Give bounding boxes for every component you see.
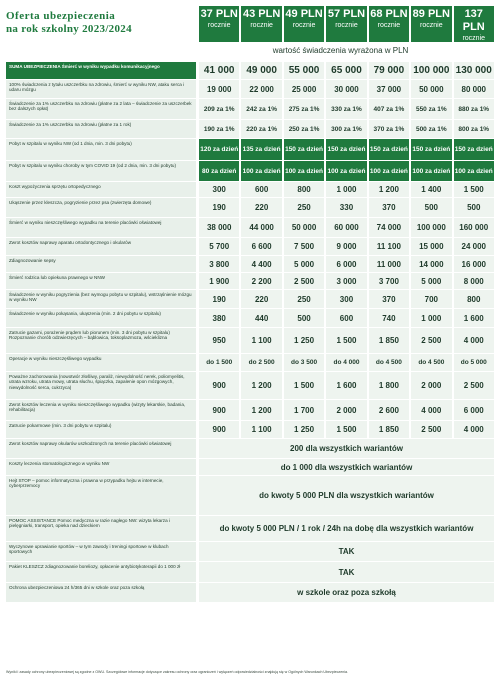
price-variant-1 [199,6,239,42]
table-row [6,400,494,420]
cell-value: 190 [199,290,239,308]
row-label: Świadczenie w wyniku pokąsania, ukąszenia (min. 2 dni pobytu w szpitalu) [6,309,196,327]
cell-value: 9 000 [326,238,366,255]
price-period: rocznie [420,22,443,29]
cell-value: 275 za 1% [284,99,324,119]
cell-value: 50 000 [284,218,324,237]
cell-value: 50 000 [411,80,451,98]
cell-value: 2 600 [369,400,409,420]
price-amount: 57 PLN [327,8,366,20]
table-row [6,99,494,119]
price-period: rocznie [250,22,273,29]
cell-value: 2 200 [241,273,281,289]
price-amount: 68 PLN [370,8,408,20]
price-period: rocznie [292,22,316,29]
cell-value: 370 [369,290,409,308]
cell-value: 100 za dzień [241,161,281,181]
footer-note: Wyniki i zasady ochrony ubezpieczeniowej są zgodne z OWU. Szczegółowe informacje dotyczące zakresu ochrony oraz ograniczeń i wyłączeń odpowiedzialności znajdują się w Ogólnych Warunkach Ubezpieczenia. [6,670,349,674]
cell-value: 49 000 [241,62,281,79]
cell-value: 8 000 [454,273,494,289]
cell-value: 160 000 [454,218,494,237]
cell-value: 5 000 [284,256,324,272]
cell-value: 880 za 1% [454,99,494,119]
price-amount: 49 PLN [285,8,323,20]
cell-value: 220 [241,198,281,217]
cell-value: 1 500 [454,182,494,197]
cell-value: 30 000 [326,80,366,98]
row-label: Świadczenie za 1% uszczerbku na zdrowiu (płatne za 1 rok) [6,120,196,138]
cell-value: 150 za dzień [326,139,366,160]
price-amount: 43 PLN [242,8,281,20]
cell-value: 1 500 [326,421,366,438]
cell-value: 100 za dzień [454,161,494,181]
price-period: rocznie [207,22,231,29]
table-row [6,238,494,255]
cell-value: 800 [284,182,324,197]
cell-value: do 4 000 [326,354,366,371]
row-values [199,542,494,561]
table-row [6,328,494,353]
row-values [199,290,494,308]
cell-value: 740 [369,309,409,327]
cell-value: 37 000 [369,80,409,98]
row-label: Pobyt w szpitalu w wyniku choroby w tym COVID 19 (od 2 dnia, min. 3 dni pobytu) [6,161,196,181]
cell-value: do 1 500 [199,354,239,371]
cell-value: 3 000 [326,273,366,289]
table-row [6,459,494,475]
table-row [6,309,494,327]
row-label: POMOC ASSISTANCE Pomoc medyczna w razie nagłego NW: wizyta lekarza i pielęgniarki, transport, opieka nad dzieckiem [6,516,196,541]
price-variants [199,6,494,42]
table-row [6,182,494,197]
cell-value: 100 za dzień [326,161,366,181]
cell-value: 500 [454,198,494,217]
row-label: Zatrucie gazami, porażenie prądem lub piorunem (min. 3 dni pobytu w szpitalu) Rozpoznanie chorób odzwierzęcych – bąblowica, toksoplazmoza, wścieklizna [6,328,196,353]
cell-value: 25 000 [284,80,324,98]
cell-value: 407 za 1% [369,99,409,119]
row-values [199,256,494,272]
row-label: Świadczenie za 1% uszczerbku na zdrowiu (płatne za 2 lata – świadczenie za uszczerbek bez dalszych opłat) [6,99,196,119]
row-label: Zdiagnozowanie sepsy [6,256,196,272]
cell-value: 2 500 [284,273,324,289]
table-row [6,372,494,399]
cell-value: 330 za 1% [326,99,366,119]
cell-value: 300 [199,182,239,197]
row-label: Pakiet KLESZCZ zdiagnozowanie boreliozy, opłacenie antybiotykoterapii do 1 000 zł [6,562,196,582]
cell-value: 550 za 1% [411,99,451,119]
cell-value: 1 850 [369,421,409,438]
row-values [199,198,494,217]
shared-value: do kwoty 5 000 PLN dla wszystkich wariantów [199,476,494,515]
cell-value: 79 000 [369,62,409,79]
cell-value: 1 200 [369,182,409,197]
cell-value: 100 000 [411,62,451,79]
cell-value: 135 za dzień [241,139,281,160]
cell-value: 4 400 [241,256,281,272]
offer-title [6,10,196,36]
price-period: rocznie [462,35,486,42]
cell-value: 250 [284,290,324,308]
cell-value: 2 500 [411,421,451,438]
cell-value: 1 250 [284,328,324,353]
cell-value: 800 za 1% [454,120,494,138]
row-label: Ochrona ubezpieczeniowa 24 h/365 dni w szkole oraz poza szkołą [6,583,196,602]
header [6,6,494,42]
price-variant-4 [326,6,366,42]
row-values [199,400,494,420]
table-row [6,439,494,458]
cell-value: do 5 000 [454,354,494,371]
row-label: Hejt STOP – pomoc informatyczna i prawna w przypadku hejtu w internecie, cyberprzemocy [6,476,196,515]
cell-value: 6 600 [241,238,281,255]
row-values [199,309,494,327]
row-values [199,562,494,582]
cell-value: 220 za 1% [241,120,281,138]
row-label: Operacje w wyniku nieszczęśliwego wypadku [6,354,196,371]
cell-value: 300 za 1% [326,120,366,138]
cell-value: 242 za 1% [241,99,281,119]
row-label: Śmierć rodzica lub opiekuna prawnego w NNW [6,273,196,289]
cell-value: 150 za dzień [411,139,451,160]
cell-value: 41 000 [199,62,239,79]
shared-value: do kwoty 5 000 PLN / 1 rok / 24h na dobę dla wszystkich wariantów [199,516,494,541]
row-values [199,476,494,515]
cell-value: 500 [411,198,451,217]
row-label: Ukąszenie przez kleszcza, pogryzienie przez psa (zwierzęta domowe) [6,198,196,217]
cell-value: 250 za 1% [284,120,324,138]
cell-value: do 3 500 [284,354,324,371]
row-label: Zwrot kosztów naprawy aparatu ortodontycznego i okularów [6,238,196,255]
cell-value: 5 000 [411,273,451,289]
cell-value: do 4 500 [411,354,451,371]
table-row [6,583,494,602]
cell-value: 1 200 [241,400,281,420]
cell-value: 1 100 [241,421,281,438]
row-label: SUMA UBEZPIECZENIA Śmierć w wyniku wypadku komunikacyjnego [6,62,196,79]
table-row [6,354,494,371]
cell-value: 1 400 [411,182,451,197]
cell-value: 4 000 [411,400,451,420]
row-values [199,62,494,79]
cell-value: 100 za dzień [411,161,451,181]
table-row [6,562,494,582]
cell-value: 100 za dzień [284,161,324,181]
cell-value: 600 [326,309,366,327]
cell-value: 380 [199,309,239,327]
cell-value: 700 [411,290,451,308]
table-row [6,80,494,98]
cell-value: 4 000 [454,421,494,438]
cell-value: 22 000 [241,80,281,98]
cell-value: 3 800 [199,256,239,272]
cell-value: 60 000 [326,218,366,237]
cell-value: do 4 500 [369,354,409,371]
table-row [6,290,494,308]
price-amount: 37 PLN [200,8,238,20]
cell-value: 440 [241,309,281,327]
cell-value: 80 000 [454,80,494,98]
cell-value: 330 [326,198,366,217]
cell-value: 19 000 [199,80,239,98]
row-label: Świadczenie w wyniku pogryzienia (bez wymogu pobytu w szpitalu), wstrząśnienie mózgu w wyniku NW [6,290,196,308]
cell-value: 15 000 [411,238,451,255]
cell-value: 100 000 [411,218,451,237]
table-row [6,256,494,272]
cell-value: 65 000 [326,62,366,79]
row-label: Zatrucie pokarmowe (min. 3 dni pobytu w szpitalu) [6,421,196,438]
row-values [199,354,494,371]
cell-value: 3 700 [369,273,409,289]
cell-value: 900 [199,400,239,420]
cell-value: 150 za dzień [284,139,324,160]
row-label: Zwrot kosztów naprawy okularów uszkodzonych na terenie placówki oświatowej [6,439,196,458]
table-row [6,62,494,79]
price-period: rocznie [335,22,358,29]
cell-value: 1 250 [284,421,324,438]
row-values [199,459,494,475]
row-values [199,139,494,160]
price-variant-5 [369,6,409,42]
cell-value: 1 100 [241,328,281,353]
shared-value: TAK [199,562,494,582]
title-line2: na rok szkolny 2023/2024 [6,23,132,35]
row-values [199,238,494,255]
cell-value: 1 600 [454,309,494,327]
cell-value: 55 000 [284,62,324,79]
table-row [6,516,494,541]
table-row [6,542,494,561]
row-label: 100% świadczenia z tytułu uszczerbku na zdrowiu, śmierć w wyniku NW, ataku serca i udaru mózgu [6,80,196,98]
row-label: Wyczynowe uprawianie sportów – w tym zawody i treningi sportowe w klubach sportowych [6,542,196,561]
shared-value: 200 dla wszystkich wariantów [199,439,494,458]
cell-value: 1 000 [326,182,366,197]
table-row [6,476,494,515]
cell-value: 250 [284,198,324,217]
table-row [6,120,494,138]
table-row [6,161,494,181]
row-values [199,120,494,138]
cell-value: do 2 500 [241,354,281,371]
row-values [199,182,494,197]
row-label: Koszt wypożyczenia sprzętu ortopedycznego [6,182,196,197]
table-row [6,139,494,160]
cell-value: 74 000 [369,218,409,237]
row-values [199,80,494,98]
value-subheading: wartość świadczenia wyrażona w PLN [272,46,409,55]
cell-value: 900 [199,421,239,438]
cell-value: 130 000 [454,62,494,79]
cell-value: 1 850 [369,328,409,353]
cell-value: 300 [326,290,366,308]
row-values [199,273,494,289]
cell-value: 11 100 [369,238,409,255]
cell-value: 2 500 [411,328,451,353]
cell-value: 120 za dzień [199,139,239,160]
cell-value: 2 000 [326,400,366,420]
price-amount: 137 PLN [462,8,485,33]
cell-value: 800 [454,290,494,308]
cell-value: 80 za dzień [199,161,239,181]
cell-value: 190 za 1% [199,120,239,138]
row-values [199,218,494,237]
cell-value: 370 [369,198,409,217]
cell-value: 7 500 [284,238,324,255]
cell-value: 1 900 [199,273,239,289]
price-variant-7 [454,6,494,42]
cell-value: 16 000 [454,256,494,272]
row-label: Pobyt w szpitalu w wyniku NW (od 1 dnia, min. 3 dni pobytu) [6,139,196,160]
price-amount: 89 PLN [412,8,450,20]
cell-value: 6 000 [326,256,366,272]
cell-value: 190 [199,198,239,217]
cell-value: 1 500 [326,328,366,353]
price-variant-3 [284,6,324,42]
table-row [6,421,494,438]
cell-value: 370 za 1% [369,120,409,138]
cell-value: 100 za dzień [369,161,409,181]
cell-value: 4 000 [454,328,494,353]
row-values [199,161,494,181]
row-values [199,439,494,458]
cell-value: 1 800 [369,372,409,399]
row-label: Zwrot kosztów leczenia w wyniku nieszczęśliwego wypadku (wizyty lekarskie, badania, rehabilitacja) [6,400,196,420]
row-label: Poważne zachorowania (nowotwór złośliwy, paraliż, niewydolność nerek, poliomyelitis, utrata wzroku, utrata mowy, utrata słuchu, śpiączka, zapalenie opon mózgowych, niewydolność serca, cukrzyca) [6,372,196,399]
cell-value: 11 000 [369,256,409,272]
shared-value: w szkole oraz poza szkołą [199,583,494,602]
cell-value: 500 [284,309,324,327]
price-period: rocznie [377,22,401,29]
benefits-table [6,62,494,603]
row-label: Śmierć w wyniku nieszczęśliwego wypadku na terenie placówki oświatowej [6,218,196,237]
shared-value: TAK [199,542,494,561]
cell-value: 6 000 [454,400,494,420]
row-values [199,421,494,438]
cell-value: 38 000 [199,218,239,237]
row-label: Koszty leczenia stomatologicznego w wyniku NW [6,459,196,475]
cell-value: 44 000 [241,218,281,237]
row-values [199,372,494,399]
cell-value: 2 000 [411,372,451,399]
row-values [199,99,494,119]
cell-value: 1 000 [411,309,451,327]
cell-value: 600 [241,182,281,197]
row-values [199,516,494,541]
cell-value: 5 700 [199,238,239,255]
title-line1: Oferta ubezpieczenia [6,10,116,22]
cell-value: 1 200 [241,372,281,399]
row-values [199,328,494,353]
cell-value: 209 za 1% [199,99,239,119]
row-values [199,583,494,602]
price-variant-6 [411,6,451,42]
cell-value: 24 000 [454,238,494,255]
price-variant-2 [241,6,281,42]
cell-value: 1 500 [284,372,324,399]
table-row [6,218,494,237]
cell-value: 1 600 [326,372,366,399]
cell-value: 900 [199,372,239,399]
cell-value: 220 [241,290,281,308]
table-row [6,273,494,289]
cell-value: 950 [199,328,239,353]
cell-value: 1 700 [284,400,324,420]
table-row [6,198,494,217]
cell-value: 150 za dzień [454,139,494,160]
cell-value: 500 za 1% [411,120,451,138]
cell-value: 150 za dzień [369,139,409,160]
cell-value: 2 500 [454,372,494,399]
shared-value: do 1 000 dla wszystkich wariantów [199,459,494,475]
cell-value: 14 000 [411,256,451,272]
